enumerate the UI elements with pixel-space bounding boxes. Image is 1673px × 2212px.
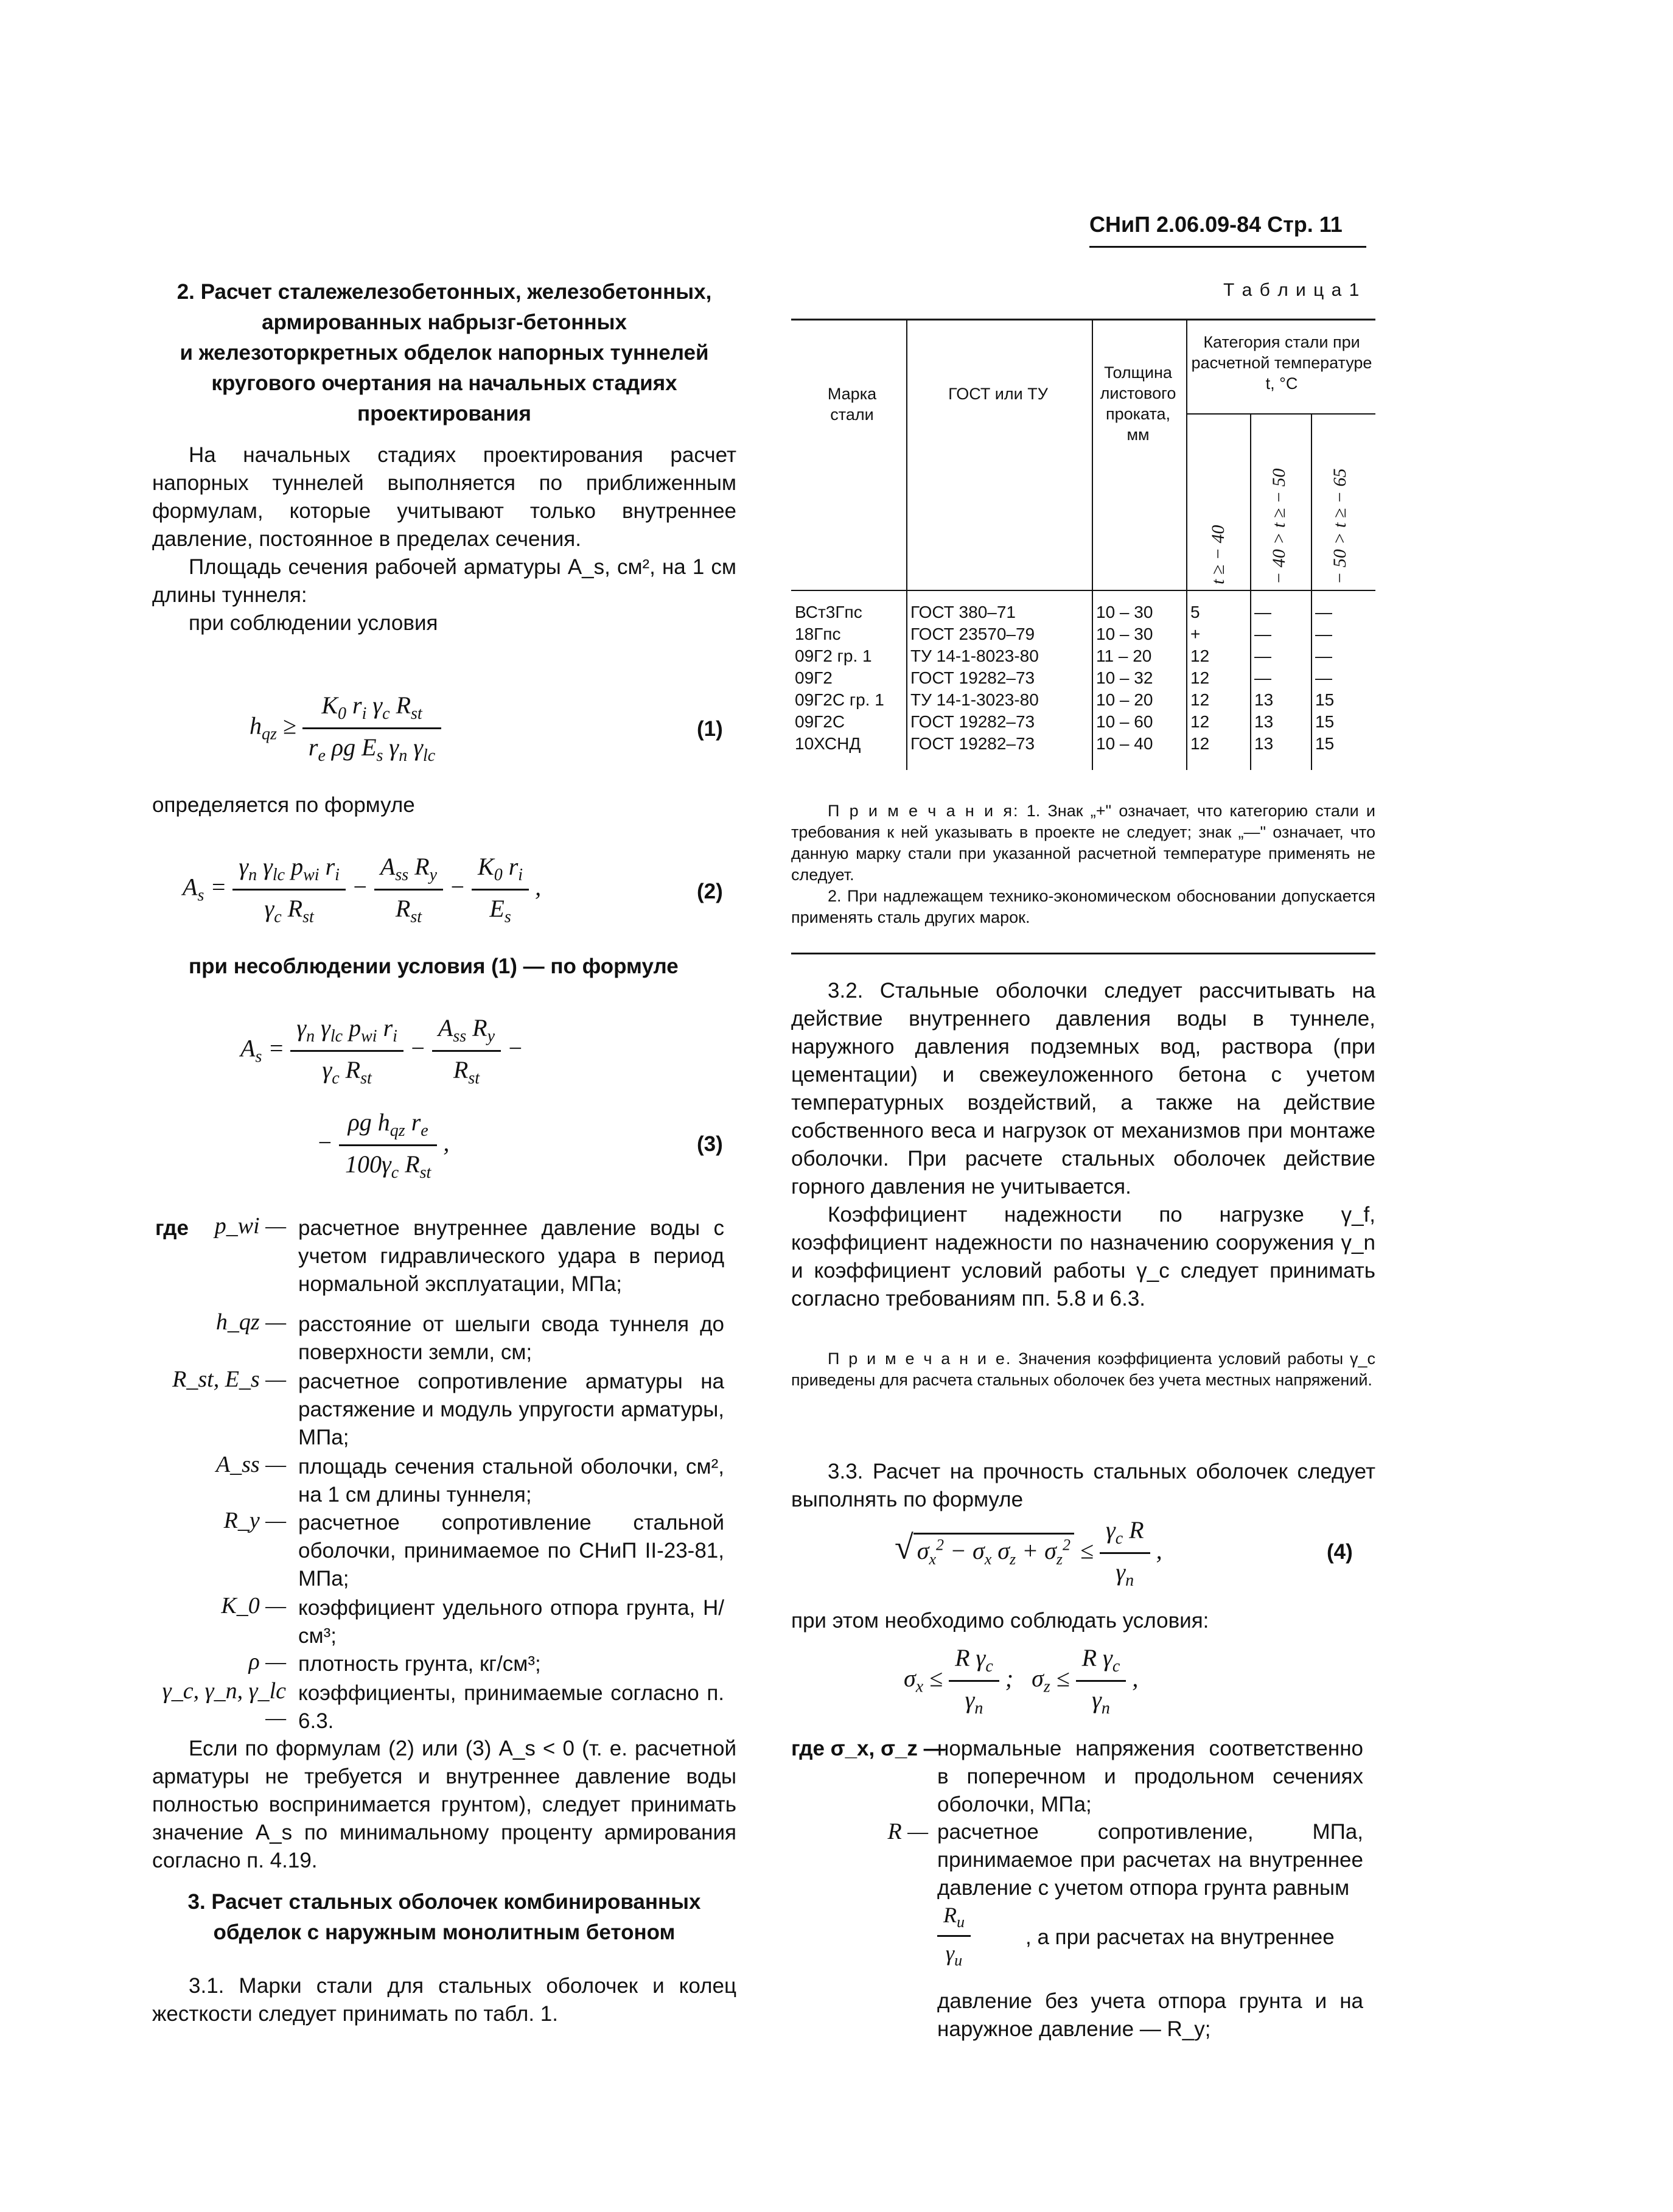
table-row: 09Г2С гр. 1 ТУ 14-1-3023-80 10 – 20 12 13 15 [795,690,1335,709]
legend-sym-rst-es: R_st, E_s — [172,1367,286,1392]
def-sigma: нормальные напряжения соответственно в поперечном и продольном сечениях оболочки, МПа; [937,1737,1363,1816]
equation-3-line-2: − $\frac{\rho g h_{qz} r_e}{100\gamma_c R_{st}}$ , [316,1108,450,1182]
table-header-t1: t ≥ − 40 [1208,525,1228,584]
legend-text-rho: плотность грунта, кг/см³; [298,1652,541,1676]
equation-1-number: (1) [697,717,723,741]
note-3: Значения коэффициента условий работы γ_c приведены для расчета стальных оболочек без учета местных напряжений. [791,1349,1375,1389]
equation-4: √ $\sigma_x^2 - \sigma_x$ $\sigma_z + \sigma_z^2$ ≤ $\frac{\gamma_c R}{\gamma_n}$ , [895,1516,1162,1590]
paragraph-not-satisfied: при несоблюдении условия (1) — по формуле [189,954,679,978]
legend-where: где [155,1216,189,1240]
legend-sym-gammas: γ_c, γ_n, γ_lc — [162,1678,286,1731]
table-label: Т а б л и ц а 1 [1223,280,1361,300]
note-1: 1. Знак „+" означает, что категорию стали и требования к ней указывать в проекте не следует; знак „—" означает, что данную марку стали при указанной расчетной температуре применять не следует. [791,802,1375,884]
legend-text-gammas: коэффициенты, принимаемые согласно п. 6.3. [298,1681,724,1733]
legend-text-ass: площадь сечения стальной оболочки, см², на 1 см длины туннеля; [298,1455,724,1507]
paragraph-condition: при соблюдении условия [189,611,438,635]
fraction-ru-gu: $\frac{R_u}{\gamma_u}$ [937,1902,971,1970]
legend-sym-rho: ρ — [248,1649,286,1675]
right-section-3-3 [791,1458,1375,1514]
legend-sym-ass: A_ss — [215,1452,286,1477]
equation-3-line-1: $A_s$ = $\frac{\gamma_n \gamma_{lc} p_{wi} r_i}{\gamma_c R_{st}}$ − $\frac{A_{ss} R_y}{R_{st}}$ − [240,1014,524,1088]
table-notes [791,800,1375,928]
notes-title: П р и м е ч а н и я: [828,802,1019,820]
left-intro-paragraphs [152,441,736,637]
def-r-text-2: , а при расчетах на внутреннее [1025,1925,1335,1949]
def-r-text-3: давление без учета отпора грунта и на наружное давление — R_y; [937,1989,1363,2041]
table-row: 10ХСНД ГОСТ 19282–73 10 – 40 12 13 15 [795,734,1335,753]
header-rule [1089,246,1366,248]
def-r-text: расчетное сопротивление, МПа, принимаемое при расчетах на внутреннее давление с учетом отпора грунта равным [937,1820,1363,1900]
paragraph-intro: На начальных стадиях проектирования расчет напорных туннелей выполняется по приближенным формулам, которые учитывают только внутреннее давление, постоянное в пределах сечения. [152,443,736,551]
legend-sym-ry: R_y — [223,1508,286,1533]
table-row: ВСт3Гпс ГОСТ 380–71 10 – 30 5 — — [795,603,1332,621]
table-row: 09Г2С ГОСТ 19282–73 10 – 60 12 13 15 [795,712,1335,731]
table-header-grade: Марка стали [827,385,877,424]
table-header-t3: − 50 > t ≥ − 65 [1330,468,1350,584]
note-title: П р и м е ч а н и е. [828,1349,1012,1368]
def-r-sym: R — [887,1819,928,1844]
where-sigma: где σ_x, σ_z — [791,1737,945,1760]
table-body [791,601,1338,755]
table-row: 18Гпс ГОСТ 23570–79 10 – 30 + — — [795,625,1332,643]
legend-sym-k0: K_0 — [221,1593,286,1619]
legend-text-ry: расчетное сопротивление стальной оболочки, принимаемое по СНиП II-23-81, МПа; [298,1511,724,1591]
paragraph-negative-as: Если по формулам (2) или (3) A_s < 0 (т. е. расчетной арматуры не требуется и внутреннее давление воды полностью воспринимается грунтом), следует принимать значение A_s по минимальному проценту армирования согласно п. 4.19. [152,1737,736,1872]
note-2: 2. При надлежащем технико-экономическом обосновании допускается применять сталь других марок. [791,887,1375,926]
equation-3-number: (3) [697,1132,723,1156]
left-closing-paragraph [152,1735,736,1875]
legend-text-hqz: расстояние от шелыги свода туннеля до поверхности земли, см; [298,1312,724,1364]
paragraph-3-3: 3.3. Расчет на прочность стальных оболочек следует выполнять по формуле [791,1460,1375,1511]
equation-conditions: $\sigma_x$ ≤ $\frac{R \gamma_c}{\gamma_n}$ ; $\sigma_z$ ≤ $\frac{R \gamma_c}{\gamma_n}$ , [904,1644,1139,1718]
table-row: 09Г2 гр. 1 ТУ 14-1-8023-80 11 – 20 12 — — [795,646,1332,665]
table-header-thickness: Толщина листового проката, мм [1100,363,1176,444]
table-header-t2: − 40 > t ≥ − 50 [1269,468,1289,584]
legend-sym-hqz: h_qz — [215,1309,286,1335]
paragraph-formula: определяется по формуле [152,793,415,817]
right-section-3-2 [791,977,1375,1313]
legend-sym-pwi: p_wi — [214,1213,286,1239]
legend-text-rst-es: расчетное сопротивление арматуры на растяжение и модуль упругости арматуры, МПа; [298,1370,724,1449]
section-3-title: 3. Расчет стальных оболочек комбинированных обделок с наружным монолитным бетоном [187,1890,701,1944]
equation-2: $A_s$ = $\frac{\gamma_n \gamma_{lc} p_{wi} r_i}{\gamma_c R_{st}}$ − $\frac{A_{ss} R_y}{R_{st}}$ − $\frac{K_0 r_i}{E_s}$ , [183,853,542,926]
table-header-category: Категория стали при расчетной температуре t, °C [1191,333,1372,393]
legend-text-pwi: расчетное внутреннее давление воды с учетом гидравлического удара в период нормальной эксплуатации, МПа; [298,1216,724,1296]
paragraph-conditions: при этом необходимо соблюдать условия: [791,1609,1209,1633]
note-gamma-c [791,1348,1375,1391]
paragraph-area: Площадь сечения рабочей арматуры A_s, см², на 1 см длины туннеля: [152,555,736,607]
notes-rule [791,953,1375,954]
equation-1: $h_{qz}$ ≥ $\frac{K_0 r_i \gamma_c R_{st}}{r_e \rho g E_s \gamma_n \gamma_{lc}}$ [250,691,441,766]
paragraph-3-2: 3.2. Стальные оболочки следует рассчитывать на действие внутреннего давления воды в туннеле, наружного давления подземных вод, раствора (при цементации) и свежеуложенного бетона с учетом температурных воздействий, а также на действие собственного веса и нагрузок от механизмов при монтаже оболочки. При расчете стальных оболочек действие горного давления не учитывается. [791,979,1375,1199]
table-header-gost: ГОСТ или ТУ [948,385,1048,403]
equation-4-number: (4) [1327,1540,1353,1564]
legend-text-k0: коэффициент удельного отпора грунта, Н/см³; [298,1596,724,1648]
section-2-title: 2. Расчет сталежелезобетонных, железобетонных, армированных набрызг-бетонных и железоторкретных обделок напорных туннелей кругового очертания на начальных стадиях проектирования [176,280,712,425]
equation-2-number: (2) [697,880,723,903]
paragraph-3-2-coeffs: Коэффициент надежности по нагрузке γ_f, коэффициент надежности по назначению сооружения γ_n и коэффициент условий работы γ_c следует принимать согласно требованиям пп. 5.8 и 6.3. [791,1203,1375,1311]
left-section-3-1 [152,1972,736,2028]
paragraph-3-1: 3.1. Марки стали для стальных оболочек и колец жесткости следует принимать по табл. 1. [152,1974,736,2026]
table-row: 09Г2 ГОСТ 19282–73 10 – 32 12 — — [795,668,1332,687]
page-header-ref: СНиП 2.06.09-84 Стр. 11 [1089,212,1343,237]
